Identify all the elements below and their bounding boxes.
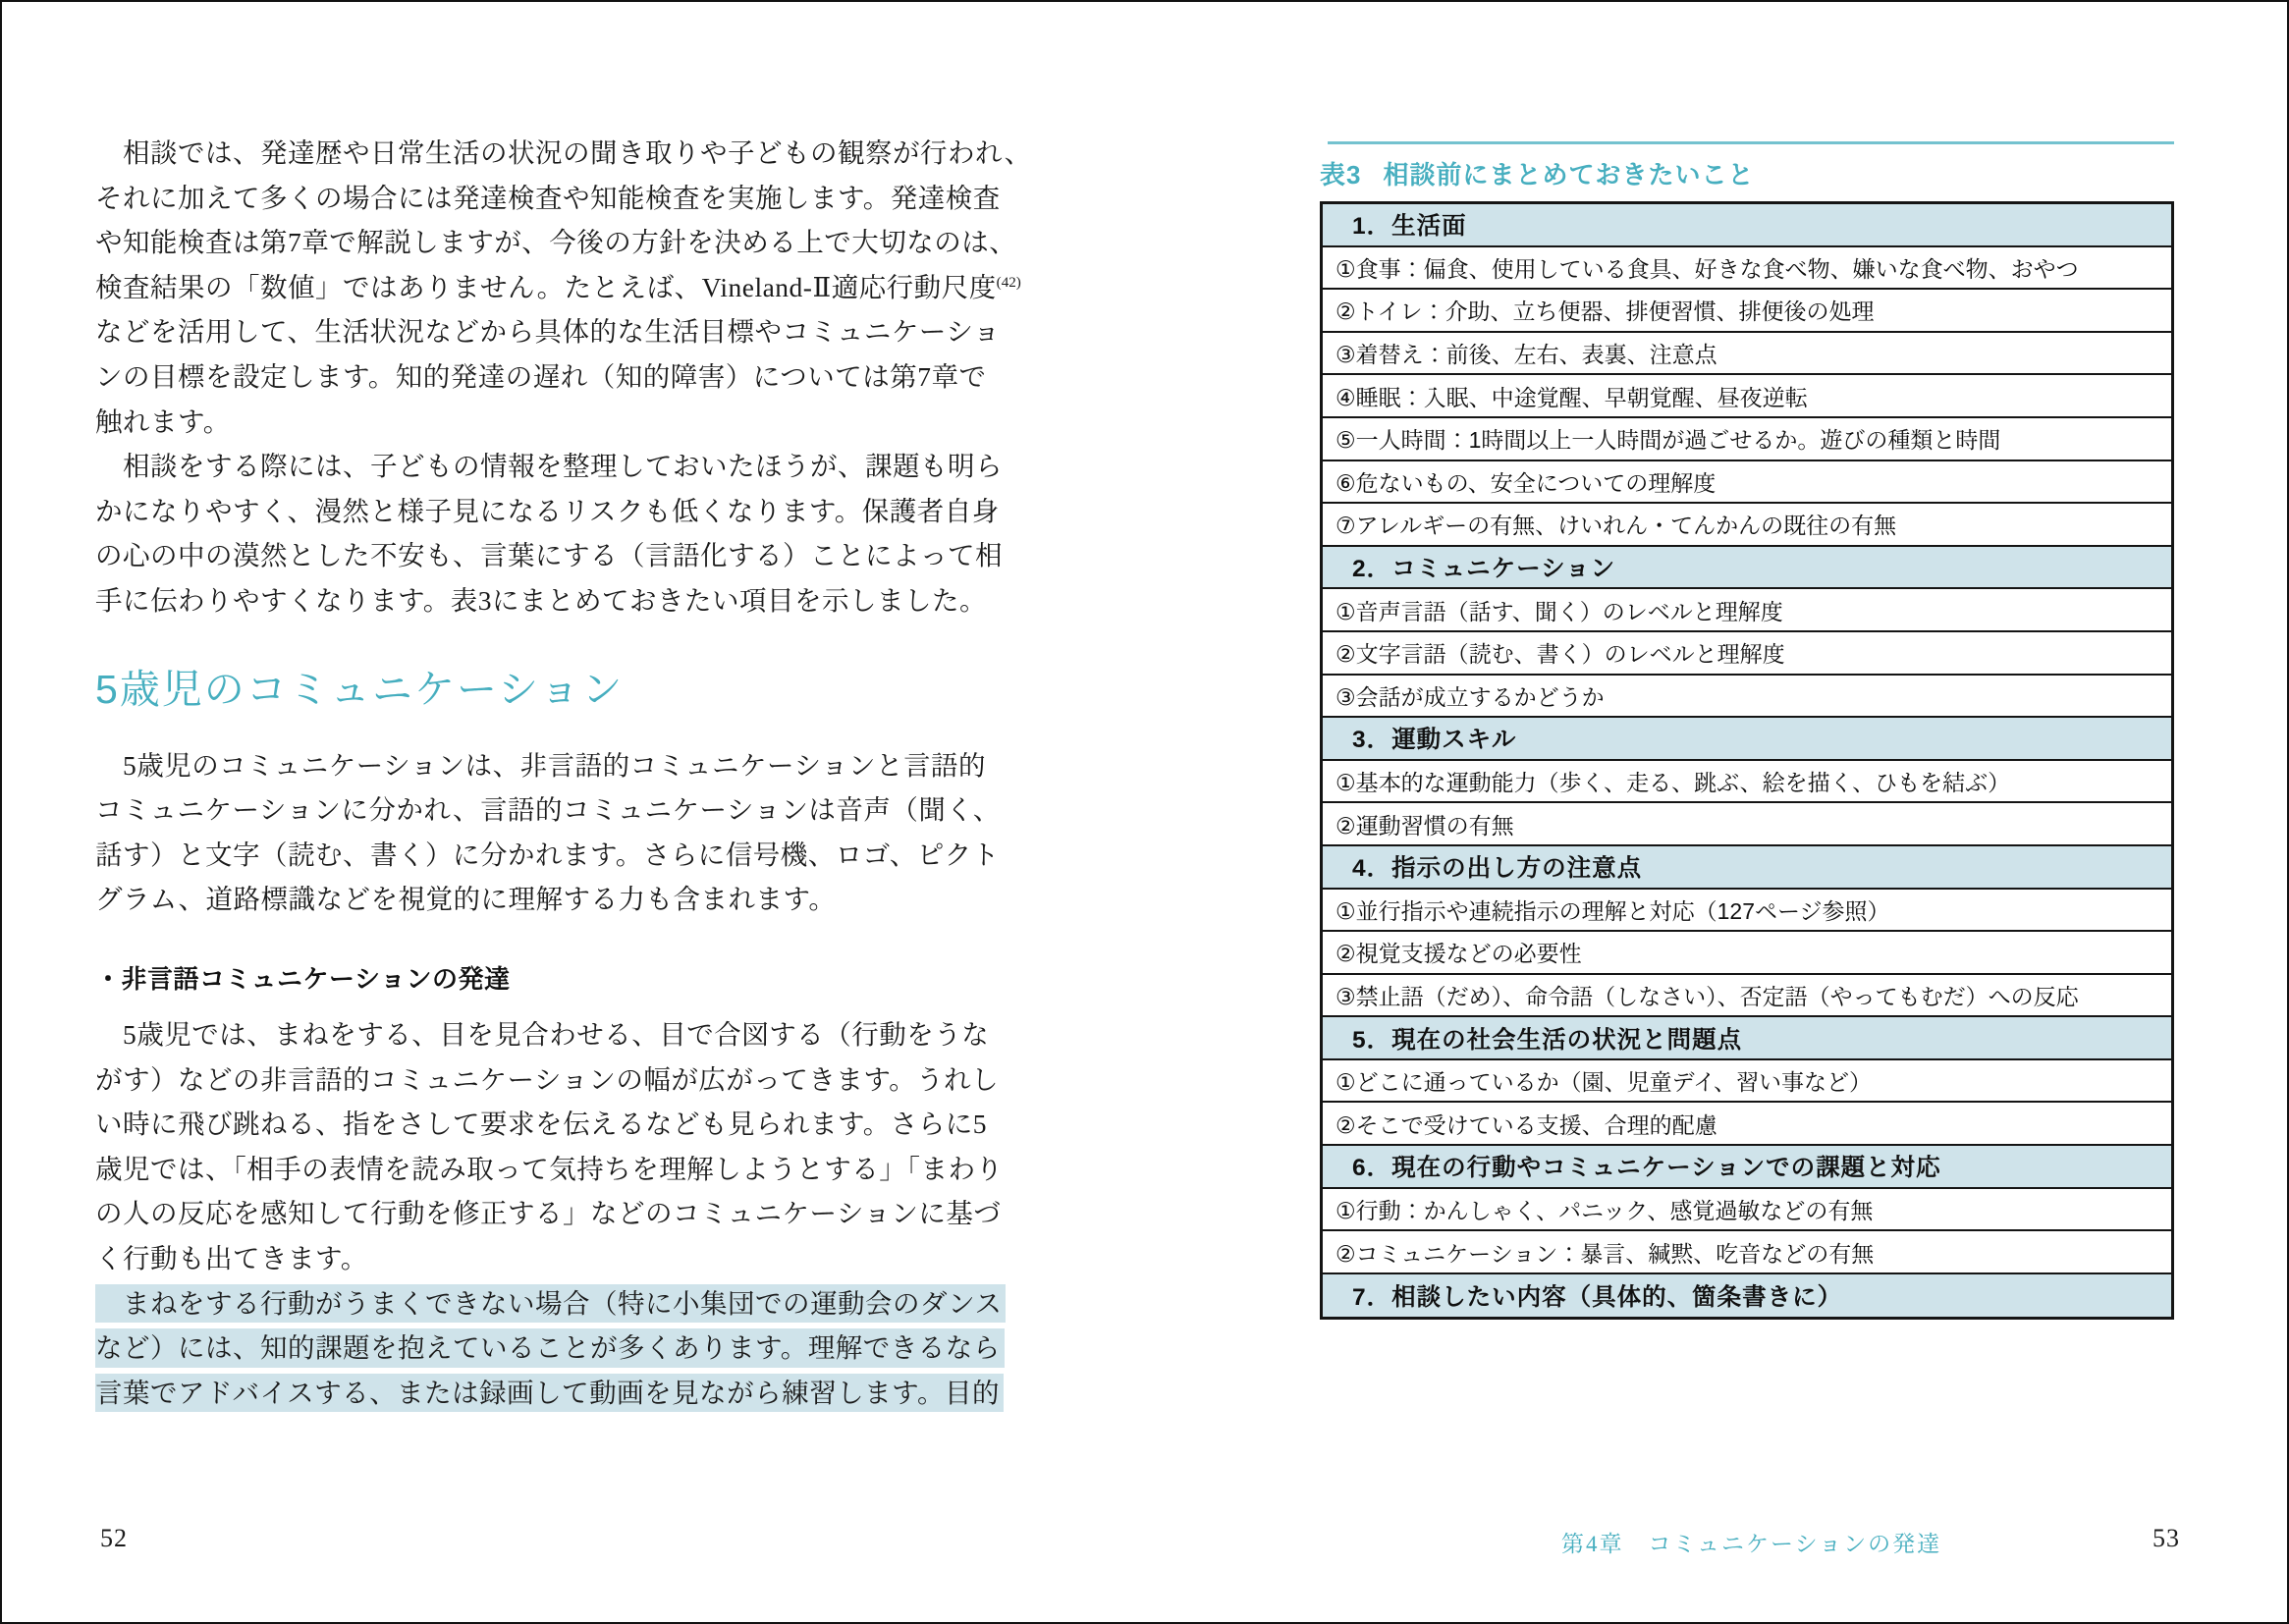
text-line xyxy=(95,309,1043,354)
footer-chapter-title: 第4章 コミュニケーションの発達 xyxy=(1561,1532,1942,1556)
body-paragraph xyxy=(95,131,1043,444)
text-line-content: 話す）と文字（読む、書く）に分かれます。さらに信号機、ロゴ、ピクト xyxy=(95,839,1000,870)
text-line-content: 触れます。 xyxy=(95,406,231,437)
table-section-header-row: 4．指示の出し方の注意点 xyxy=(1323,846,2171,890)
text-line xyxy=(95,444,1043,489)
table-title: 相談前にまとめておきたいこと xyxy=(1383,160,1755,189)
text-line-content: がす）などの非言語的コミュニケーションの幅が広がってきます。うれし xyxy=(95,1063,1000,1095)
text-line-content: 手に伝わりやすくなります。表3にまとめておきたい項目を示しました。 xyxy=(95,584,988,616)
text-line-content: の人の反応を感知して行動を修正する」などのコミュニケーションに基づ xyxy=(95,1198,1002,1229)
text-line-content: まねをする行動がうまくできない場合（特に小集団での運動会のダンス xyxy=(95,1284,1006,1324)
section-heading: 5歳児のコミュニケーション xyxy=(95,666,625,712)
text-line xyxy=(95,1280,1043,1326)
text-line-content: く行動も出てきます。 xyxy=(95,1242,368,1273)
subsection-heading: ・非言語コミュニケーションの発達 xyxy=(95,963,511,994)
text-line xyxy=(95,1012,1043,1057)
text-line-content: などを活用して、生活状況などから具体的な生活目標やコミュニケーショ xyxy=(95,316,1001,348)
text-line xyxy=(95,1102,1043,1147)
text-line-content: など）には、知的課題を抱えていることが多くあります。理解できるなら xyxy=(95,1328,1005,1368)
table-section-header-row: 5．現在の社会生活の状況と問題点 xyxy=(1323,1017,2171,1060)
text-line xyxy=(95,131,1043,176)
table-label: 表3 xyxy=(1320,160,1362,189)
text-line-content: の心の中の漠然とした不安も、言葉にする（言語化する）ことによって相 xyxy=(95,540,1003,571)
text-line xyxy=(95,1236,1043,1281)
text-line xyxy=(95,1371,1043,1416)
table-section-header-row: 7．相談したい内容（具体的、箇条書きに） xyxy=(1323,1274,2171,1318)
table-item-row: ②視覚支援などの必要性 xyxy=(1323,932,2171,975)
table-item-row: ①食事：偏食、使用している食具、好きな食べ物、嫌いな食べ物、おやつ xyxy=(1323,247,2171,291)
text-line xyxy=(95,489,1043,534)
table-item-row: ③着替え：前後、左右、表裏、注意点 xyxy=(1323,333,2171,376)
text-line-content: 歳児では、「相手の表情を読み取って気持ちを理解しようとする」「まわり xyxy=(95,1153,1004,1184)
text-line-content: い時に飛び跳ねる、指をさして要求を伝えるなども見られます。さらに5 xyxy=(95,1109,988,1140)
text-line xyxy=(95,354,1043,400)
table-item-row: ②トイレ：介助、立ち便器、排便習慣、排便後の処理 xyxy=(1323,290,2171,333)
body-paragraph xyxy=(95,444,1043,623)
page-number-left: 52 xyxy=(100,1524,128,1552)
text-line xyxy=(95,1326,1043,1371)
table-item-row: ②運動習慣の有無 xyxy=(1323,803,2171,846)
text-line-content: や知能検査は第7章で解説しますが、今後の方針を決める上で大切なのは、 xyxy=(95,227,1017,258)
text-line xyxy=(95,1057,1043,1103)
table-section-header-row: 2．コミュニケーション xyxy=(1323,547,2171,590)
text-line xyxy=(95,578,1043,623)
table-item-row: ④睡眠：入眠、中途覚醒、早朝覚醒、昼夜逆転 xyxy=(1323,375,2171,418)
text-line xyxy=(95,176,1043,221)
table-item-row: ①行動：かんしゃく、パニック、感覚過敏などの有無 xyxy=(1323,1189,2171,1232)
text-line xyxy=(95,220,1043,265)
text-line-content: 5歳児では、まねをする、目を見合わせる、目で合図する（行動をうな xyxy=(95,1018,990,1050)
text-line xyxy=(95,265,1043,310)
text-line-content: 検査結果の「数値」ではありません。たとえば、Vineland-Ⅱ適応行動尺度$^{(42)}$ xyxy=(95,271,1021,302)
text-line xyxy=(95,1191,1043,1236)
text-line xyxy=(95,833,1043,878)
table-top-rule xyxy=(1328,141,2174,144)
left-text-column xyxy=(95,131,1043,1415)
text-line-content: コミュニケーションに分かれ、言語的コミュニケーションは音声（聞く、 xyxy=(95,794,1001,826)
table-item-row: ⑤一人時間：1時間以上一人時間が過ごせるか。遊びの種類と時間 xyxy=(1323,418,2171,461)
text-line xyxy=(95,1147,1043,1192)
table-body xyxy=(1323,204,2171,1317)
text-line-content: 相談では、発達歴や日常生活の状況の聞き取りや子どもの観察が行われ、 xyxy=(95,137,1032,169)
table-item-row: ⑦アレルギーの有無、けいれん・てんかんの既往の有無 xyxy=(1323,504,2171,547)
page-number-right: 53 xyxy=(2153,1524,2180,1552)
table-item-row: ③会話が成立するかどうか xyxy=(1323,676,2171,719)
footnote-reference: (42) xyxy=(996,274,1021,291)
highlighted-paragraph xyxy=(95,1280,1043,1415)
text-line-content: かになりやすく、漫然と様子見になるリスクも低くなります。保護者自身 xyxy=(95,495,1000,526)
text-line-content: ンの目標を設定します。知的発達の遅れ（知的障害）については第7章で xyxy=(95,361,987,393)
text-line xyxy=(95,743,1043,788)
table-item-row: ①音声言語（話す、聞く）のレベルと理解度 xyxy=(1323,589,2171,632)
table-item-row: ②コミュニケーション：暴言、緘黙、吃音などの有無 xyxy=(1323,1231,2171,1274)
table-item-row: ①基本的な運動能力（歩く、走る、跳ぶ、絵を描く、ひもを結ぶ） xyxy=(1323,761,2171,804)
table-item-row: ①どこに通っているか（園、児童デイ、習い事など） xyxy=(1323,1060,2171,1104)
table-item-row: ③禁止語（だめ）、命令語（しなさい）、否定語（やってもむだ）への反応 xyxy=(1323,975,2171,1018)
body-paragraph xyxy=(95,1012,1043,1281)
body-paragraph xyxy=(95,743,1043,922)
table-item-row: ①並行指示や連続指示の理解と対応（127ページ参照） xyxy=(1323,890,2171,933)
text-line xyxy=(95,400,1043,445)
text-line-content: 相談をする際には、子どもの情報を整理しておいたほうが、課題も明ら xyxy=(95,451,1003,482)
text-line xyxy=(95,877,1043,922)
table-section-header-row: 1．生活面 xyxy=(1323,204,2171,247)
text-line-content: グラム、道路標識などを視覚的に理解する力も含まれます。 xyxy=(95,884,837,915)
table-item-row: ⑥危ないもの、安全についての理解度 xyxy=(1323,461,2171,505)
table-section-header-row: 3．運動スキル xyxy=(1323,718,2171,761)
table-item-row: ②そこで受けている支援、合理的配慮 xyxy=(1323,1103,2171,1146)
text-line-content: 言葉でアドバイスする、または録画して動画を見ながら練習します。目的 xyxy=(95,1374,1004,1413)
table-title-row xyxy=(1320,155,1754,191)
text-line-content: 5歳児のコミュニケーションは、非言語的コミュニケーションと言語的 xyxy=(95,749,986,781)
table-item-row: ②文字言語（読む、書く）のレベルと理解度 xyxy=(1323,632,2171,676)
consultation-prep-table xyxy=(1320,201,2174,1320)
table-section-header-row: 6．現在の行動やコミュニケーションでの課題と対応 xyxy=(1323,1146,2171,1189)
text-line-content: それに加えて多くの場合には発達検査や知能検査を実施します。発達検査 xyxy=(95,182,1001,213)
text-line xyxy=(95,533,1043,578)
text-line xyxy=(95,787,1043,833)
